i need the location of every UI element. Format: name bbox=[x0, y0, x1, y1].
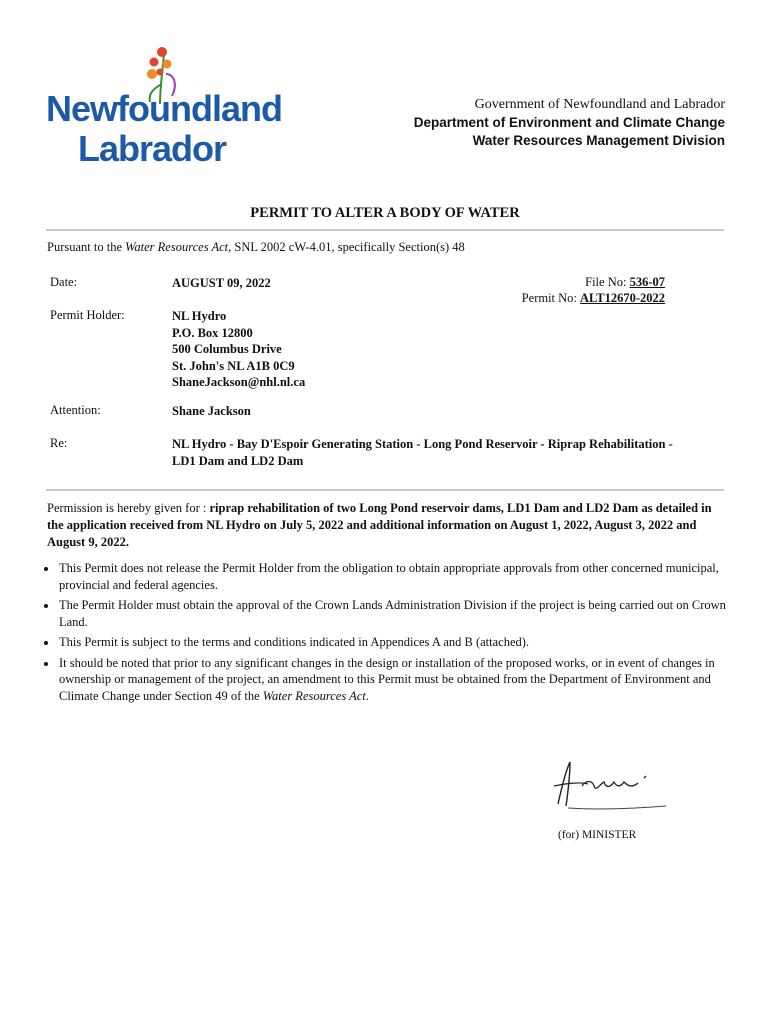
signature-image bbox=[548, 756, 678, 816]
act-name: Water Resources Act bbox=[125, 240, 229, 254]
permit-no: Permit No: ALT12670-2022 bbox=[521, 291, 665, 305]
attention-label: Attention: bbox=[50, 403, 101, 417]
list-item: • This Permit is subject to the terms and conditions indicated in Appendices A and B (attached). bbox=[58, 634, 748, 651]
divider bbox=[46, 229, 724, 231]
re-label: Re: bbox=[50, 436, 68, 450]
divider bbox=[46, 489, 724, 491]
file-info bbox=[522, 274, 665, 306]
logo-wordmark-line2: Labrador bbox=[78, 128, 227, 169]
department-name: Department of Environment and Climate Change bbox=[413, 115, 725, 130]
list-item: • The Permit Holder must obtain the approval of the Crown Lands Administration Division if the project is being carried out on Crown Land. bbox=[58, 597, 748, 630]
conditions-list bbox=[40, 560, 748, 708]
attention-value: Shane Jackson bbox=[172, 404, 251, 418]
holder-label: Permit Holder: bbox=[50, 308, 125, 322]
page-title: PERMIT TO ALTER A BODY OF WATER bbox=[250, 205, 520, 221]
date-label: Date: bbox=[50, 275, 78, 289]
letterhead bbox=[414, 96, 725, 150]
re-value: NL Hydro - Bay D'Espoir Generating Station - Long Pond Reservoir - Riprap Rehabilitation - LD1 Dam and LD2 Dam bbox=[172, 437, 673, 468]
holder-email: ShaneJackson@nhl.nl.ca bbox=[172, 375, 306, 389]
government-name: Government of Newfoundland and Labrador bbox=[474, 97, 725, 112]
signature-caption: (for) MINISTER bbox=[558, 829, 637, 841]
list-item: • This Permit does not release the Permit Holder from the obligation to obtain appropriate approvals from other concerned municipal, provincial and federal agencies. bbox=[58, 560, 748, 593]
division-name: Water Resources Management Division bbox=[472, 133, 725, 148]
holder-address: NL Hydro P.O. Box 12800 500 Columbus Drive St. John's NL A1B 0C9 ShaneJackson@nhl.nl.ca bbox=[172, 309, 306, 389]
date-value: AUGUST 09, 2022 bbox=[172, 276, 271, 290]
logo-wordmark-line1: Newfoundland bbox=[46, 88, 282, 129]
list-item: • It should be noted that prior to any significant changes in the design or installation of the proposed works, or in event of changes in ownership or management of the project, an amendment to this Permit must be obtained from the Department of Environment and Climate Change under Section 49 of the Water Resources Act. bbox=[58, 655, 748, 705]
permission-statement: Permission is hereby given for : riprap rehabilitation of two Long Pond reservoir dams, LD1 Dam and LD2 Dam as detailed in the application received from NL Hydro on July 5, 2022 and additional information on August 1, 2022, August 3, 2022 and August 9, 2022. bbox=[47, 501, 712, 549]
pursuant-line: Pursuant to the Water Resources Act, SNL 2002 cW-4.01, specifically Section(s) 48 bbox=[47, 240, 465, 254]
file-no: File No: 536-07 bbox=[585, 275, 665, 289]
nl-logo bbox=[40, 44, 282, 169]
